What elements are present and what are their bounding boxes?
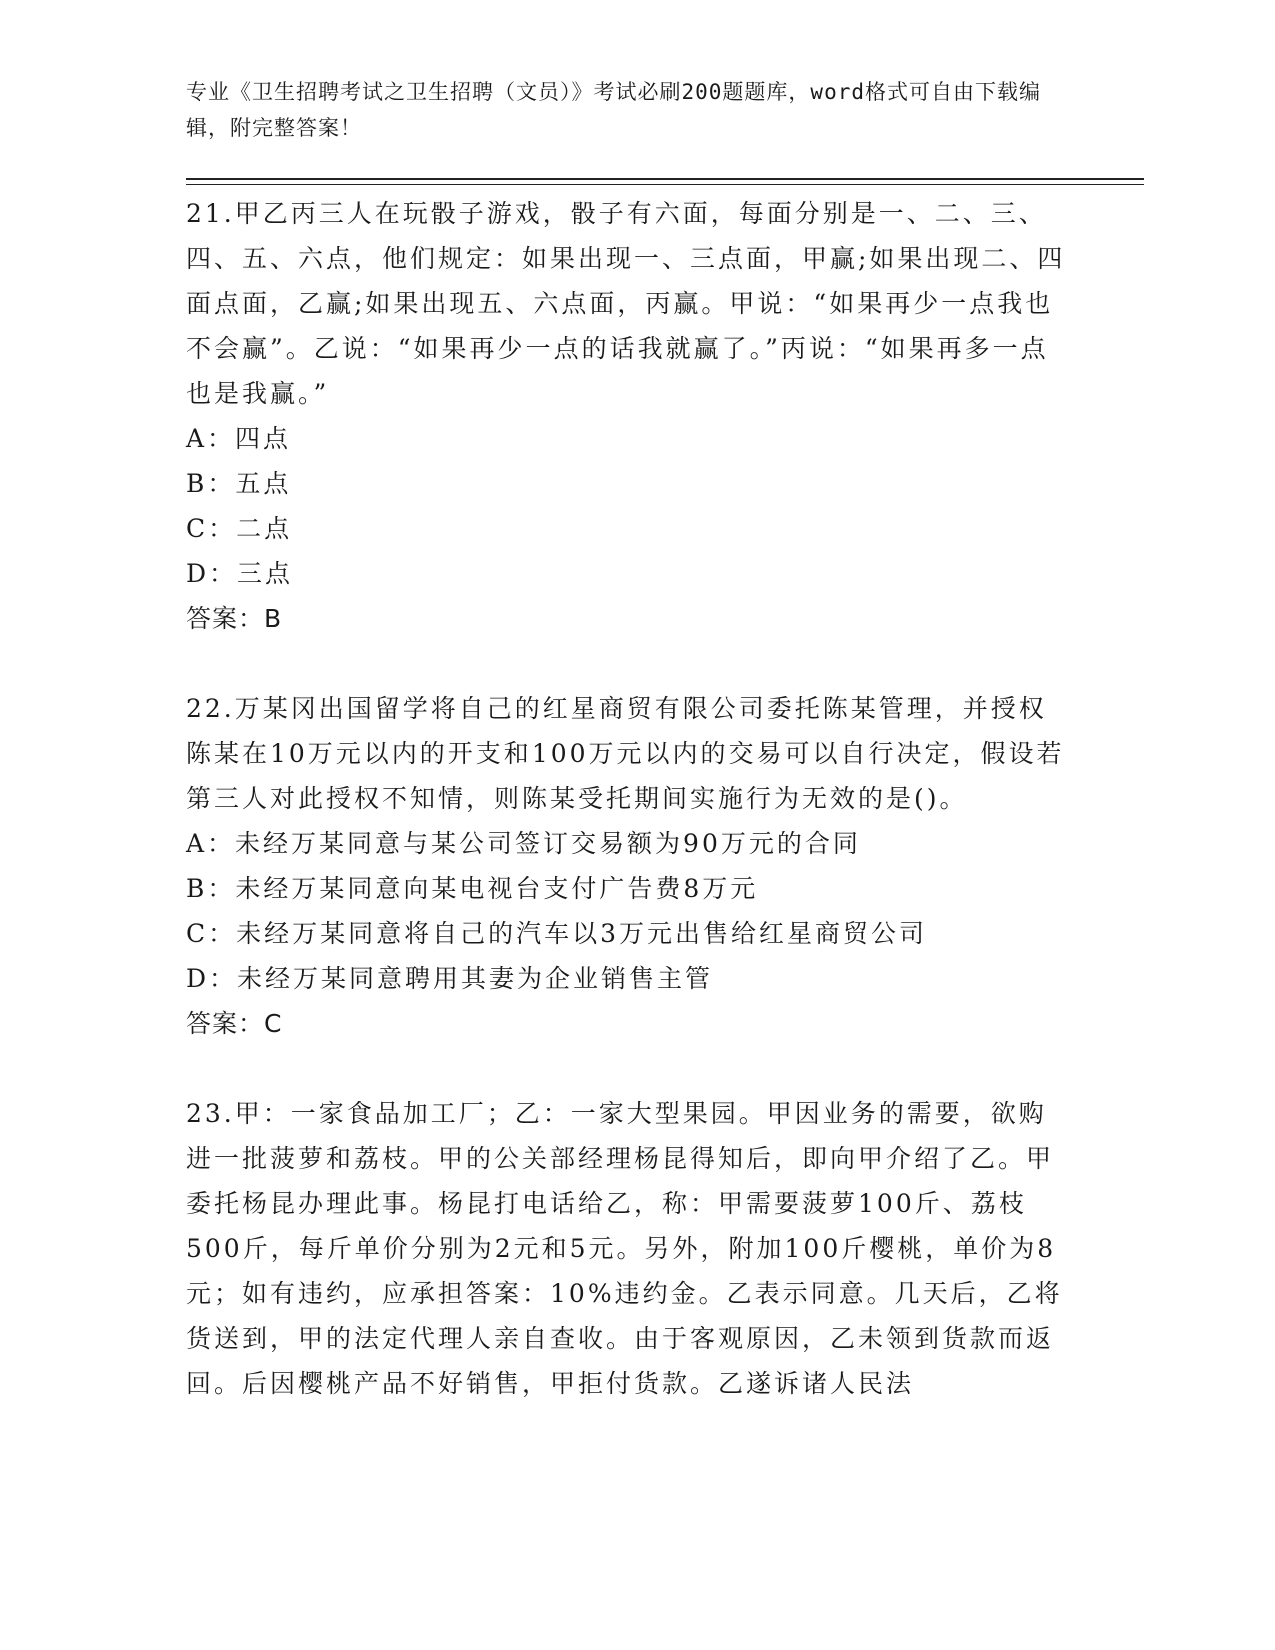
option-b: B：未经万某同意向某电视台支付广告费8万元 (186, 874, 759, 903)
option-a: A：四点 (186, 424, 292, 453)
question-23 (186, 1091, 1066, 1406)
answer-line: 答案：C (186, 1009, 283, 1038)
question-text: 23.甲：一家食品加工厂；乙：一家大型果园。甲因业务的需要，欲购进一批菠萝和荔枝。甲的公关部经理杨昆得知后，即向甲介绍了乙。甲委托杨昆办理此事。杨昆打电话给乙，称：甲需要菠萝100斤、荔枝500斤，每斤单价分别为2元和5元。另外，附加100斤樱桃，单价为8元；如有违约，应承担答案：10%违约金。乙表示同意。几天后，乙将货送到，甲的法定代理人亲自查收。由于客观原因，乙未领到货款而返回。后因樱桃产品不好销售，甲拒付货款。乙遂诉诸人民法 (186, 1099, 1063, 1398)
question-22 (186, 686, 1066, 1046)
document-header: 专业《卫生招聘考试之卫生招聘（文员）》考试必刷200题题库，word格式可自由下载编辑，附完整答案！ (186, 80, 1041, 140)
option-a: A：未经万某同意与某公司签订交易额为90万元的合同 (186, 829, 861, 858)
option-c: C：未经万某同意将自己的汽车以3万元出售给红星商贸公司 (186, 919, 928, 948)
option-d: D：未经万某同意聘用其妻为企业销售主管 (186, 964, 714, 993)
question-text: 22.万某冈出国留学将自己的红星商贸有限公司委托陈某管理，并授权陈某在10万元以内的开支和100万元以内的交易可以自行决定，假设若第三人对此授权不知情，则陈某受托期间实施行为无效的是()。 (186, 694, 1065, 813)
question-text: 21.甲乙丙三人在玩骰子游戏，骰子有六面，每面分别是一、二、三、四、五、六点，他们规定：如果出现一、三点面，甲赢;如果出现二、四面点面，乙赢;如果出现五、六点面，丙赢。甲说：“如果再少一点我也不会赢”。乙说：“如果再少一点的话我就赢了。”丙说：“如果再多一点也是我赢。” (186, 199, 1066, 408)
header-divider-thin (186, 184, 1144, 185)
question-spacer (186, 641, 1066, 686)
question-spacer (186, 1046, 1066, 1091)
header-divider-thick (186, 178, 1144, 180)
question-21 (186, 191, 1066, 641)
option-c: C：二点 (186, 514, 293, 543)
question-list (186, 191, 1066, 1406)
answer-line: 答案：B (186, 604, 283, 633)
option-b: B：五点 (186, 469, 292, 498)
option-d: D：三点 (186, 559, 294, 588)
